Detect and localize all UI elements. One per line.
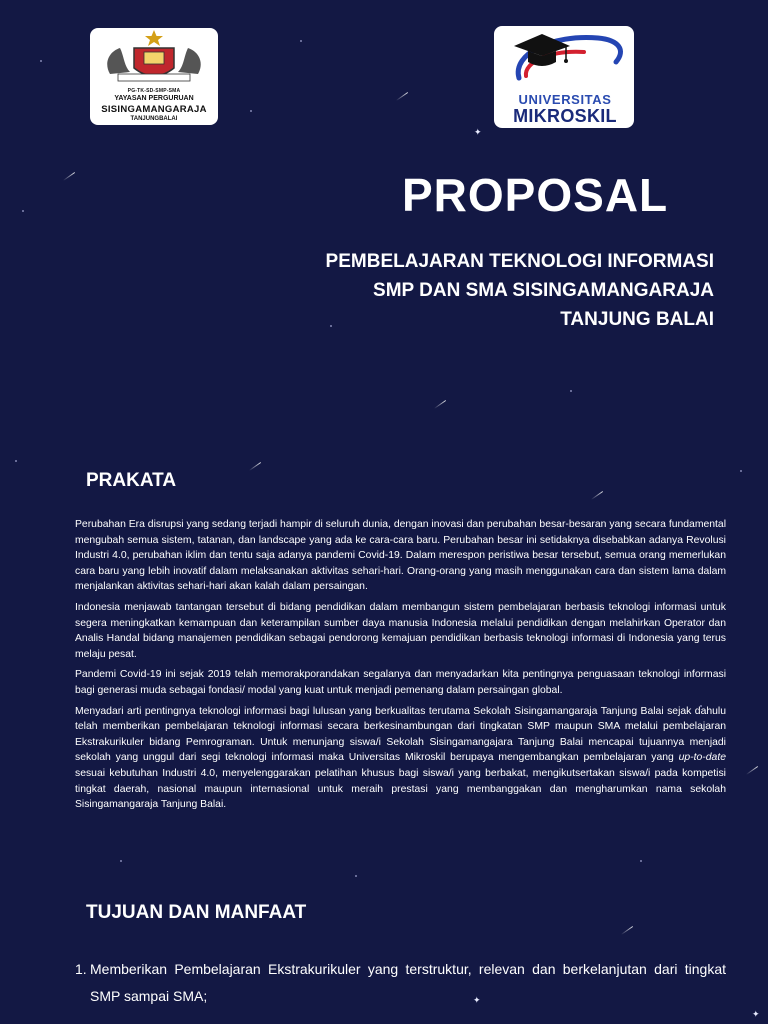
prakata-paragraph: Pandemi Covid-19 ini sejak 2019 telah memorakporandakan segalanya dan menyadarkan kita pentingnya penguasaan teknologi informasi bagi generasi muda sebagai fondasi/ modal yang kuat untuk menjadi pemenang dalam persaingan global. bbox=[75, 669, 726, 696]
star bbox=[250, 110, 252, 112]
tujuan-list bbox=[75, 956, 726, 1010]
star bbox=[740, 470, 742, 472]
prakata-paragraph bbox=[75, 704, 726, 813]
star bbox=[22, 210, 24, 212]
list-item-number: 1. bbox=[75, 961, 87, 977]
sparkle: ✦ bbox=[473, 995, 481, 1005]
shooting-star bbox=[621, 926, 633, 935]
school-foundation: YAYASAN PERGURUAN bbox=[114, 95, 194, 102]
proposal-subtitle bbox=[254, 247, 714, 334]
prakata-paragraph: Perubahan Era disrupsi yang sedang terjadi hampir di seluruh dunia, dengan inovasi dan perubahan besar-besaran yang secara fundamental mengubah semua sistem, tatanan, dan landscape yang ada ke cara-cara baru. Perubahan besar ini setidaknya disebabkan adanya Revolusi Industri 4.0, perubahan iklim dan tentu saja adanya pandemi Covid-19. Dalam merespon peristiwa besar tersebut, semua orang memerlukan cara baru yang lebih inovatif dalam melaksanakan aktivitas sehari-hari. Orang-orang yang masih menggunakan cara dan sistem lama dalam menjalankan aktivitas sehari-hari akan kalah dalam persaingan. bbox=[75, 519, 727, 593]
sparkle: ✦ bbox=[474, 127, 482, 137]
university-label-big: MIKROSKIL bbox=[513, 106, 617, 126]
star bbox=[120, 860, 122, 862]
school-crest-icon bbox=[90, 28, 218, 88]
school-name: SISINGAMANGARAJA bbox=[101, 104, 207, 115]
shooting-star bbox=[63, 172, 75, 181]
shooting-star bbox=[746, 766, 758, 775]
paragraph-text: sesuai kebutuhan Industri 4.0, menyelenggarakan pelatihan khusus bagi siswa/i yang berbakat, mengikutsertakan siswa/i pada kompetisi tingkat daerah, nasional maupun internasional untuk meraih prestasi yang membanggakan dan mengharumkan nama sekolah Sisingamangaraja Tanjung Balai. bbox=[75, 767, 726, 811]
subtitle-line: PEMBELAJARAN TEKNOLOGI INFORMASI bbox=[325, 251, 714, 272]
paragraph-text: Menyadari arti pentingnya teknologi informasi bagi lulusan yang berkualitas terutama Sekolah Sisingamangaraja Tanjung Balai sejak dahulu telah memberikan pembelajaran teknologi informasi secara berkesinambungan dari tingkatan SMP maupun SMA melalui pembelajaran Ekstrakurikuler bidang Pemrograman. Untuk menunjang siswa/i Sekolah Sisingamangajara Tanjung Balai mencapai tujuannya menjadi sekolah yang unggul dari segi teknologi informasi maka Universitas Mikroskil berupaya mengembangkan pembelajaran yang bbox=[75, 705, 726, 764]
school-city: TANJUNGBALAI bbox=[130, 116, 178, 122]
school-logo bbox=[90, 28, 218, 125]
list-item-text: Memberikan Pembelajaran Ekstrakurikuler yang terstruktur, relevan dan berkelanjutan dari tingkat SMP sampai SMA; bbox=[90, 961, 726, 1004]
tujuan-heading: TUJUAN DAN MANFAAT bbox=[86, 902, 307, 923]
emphasis-text: up-to-date bbox=[678, 752, 726, 764]
shooting-star bbox=[434, 400, 446, 409]
university-label-small: UNIVERSITAS bbox=[518, 92, 612, 107]
list-item bbox=[75, 956, 726, 1010]
prakata-body bbox=[75, 517, 726, 818]
university-logo bbox=[494, 26, 634, 128]
school-levels: PG-TK-SD-SMP-SMA bbox=[127, 88, 181, 94]
star bbox=[570, 390, 572, 392]
prakata-paragraph: Indonesia menjawab tantangan tersebut di bidang pendidikan dalam membangun sistem pembelajaran berbasis teknologi informasi untuk segera meningkatkan kemampuan dan keterampilan sumber daya manusia Indonesia melalui pendidikan dengan melahirkan Operator dan Analis Handal bidang manajemen pendidikan sebagai pendorong kemajuan pendidikan berbasis teknologi informasi di Indonesia yang terus melaju pesat. bbox=[75, 601, 726, 660]
sparkle: ✦ bbox=[752, 1009, 760, 1019]
star bbox=[40, 60, 42, 62]
shooting-star bbox=[591, 491, 603, 500]
shooting-star bbox=[396, 92, 408, 101]
subtitle-line: TANJUNG BALAI bbox=[560, 309, 714, 330]
page-title: PROPOSAL bbox=[402, 169, 669, 221]
star bbox=[640, 860, 642, 862]
shooting-star bbox=[249, 462, 261, 471]
prakata-heading: PRAKATA bbox=[86, 470, 177, 491]
university-emblem-icon bbox=[494, 26, 634, 92]
subtitle-line: SMP DAN SMA SISINGAMANGARAJA bbox=[373, 280, 714, 301]
star bbox=[15, 460, 17, 462]
star bbox=[355, 875, 357, 877]
star bbox=[300, 40, 302, 42]
